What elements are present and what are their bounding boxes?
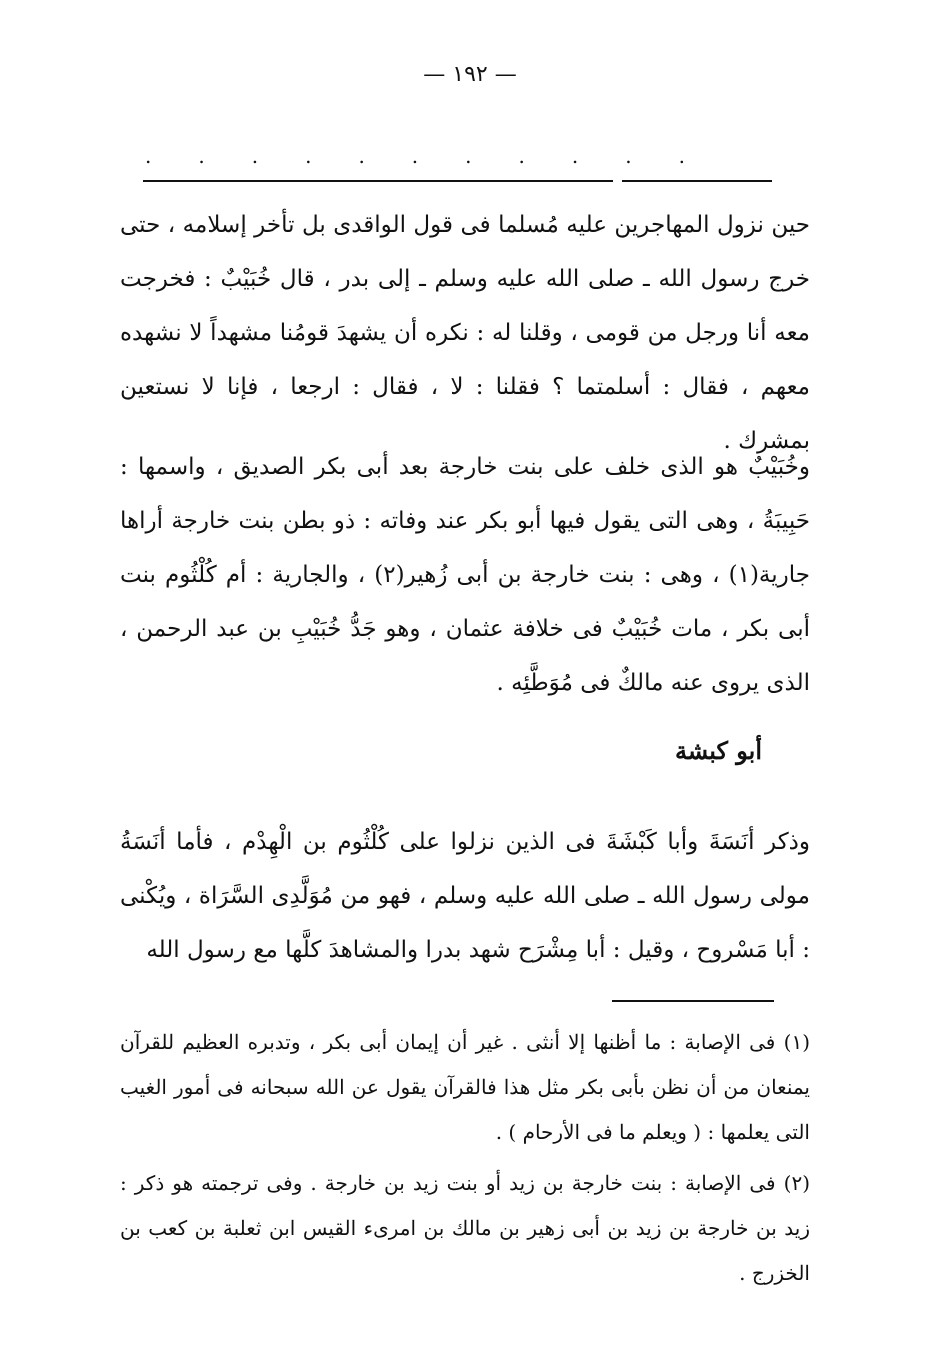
paragraph-1: حين نزول المهاجرين عليه مُسلما فى قول الواقدى بل تأخر إسلامه ، حتى خرج رسول الله ـ صلى الله عليه وسلم ـ إلى بدر ، قال خُبَيْبٌ : فخرجت معه أنا ورجل من قومى ، وقلنا له : نكره أن يشهدَ قومُنا مشهداً لا نشهده معهم ، فقال : أسلمتما ؟ فقلنا : لا ، فقال : ارجعا ، فإنا لا نستعين بمشرك .	[120, 212, 810, 454]
footnote-2: (٢) فى الإصابة : بنت خارجة بن زيد أو بنت زيد بن خارجة . وفى ترجمته هو ذكر : زيد بن خارجة بن زيد بن أبى زهير بن مالك بن امرىء القيس ابن ثعلبة بن كعب بن الخزرج .	[120, 1171, 810, 1285]
dot: .	[571, 144, 579, 168]
dot: .	[625, 144, 632, 168]
paragraph-3: وذكر أنَسَةَ وأبا كَبْشَةَ فى الذين نزلوا على كُلْثُوم بن الْهِدْم ، فأما أنَسَةُ مولى رسول الله ـ صلى الله عليه وسلم ، فهو من مُوَلَّدِى السَّرَاة ، ويُكْنى : أبا مَسْروح ، وقيل : أبا مِشْرَح شهد بدرا والمشاهدَ كلَّها مع رسول الله	[120, 829, 810, 963]
dot: .	[518, 144, 525, 168]
page-number: — ١٩٢ —	[423, 62, 517, 87]
paragraph-2: وخُبَيْبٌ هو الذى خلف على بنت خارجة بعد أبى بكر الصديق ، واسمها : حَبِيبَةُ ، وهى التى يقول فيها أبو بكر عند وفاته : ذو بطن بنت خارجة أراها جارية(١) ، وهى : بنت خارجة بن أبى زُهير(٢) ، والجارية : أم كُلْثُوم بنت أبى بكر ، مات خُبَيْبٌ فى خلافة عثمان ، وهو جَدُّ خُبَيْبِ بن عبد الرحمن ، الذى يروى عنه مالكٌ فى مُوَطَّئِه .	[120, 454, 810, 696]
header-rule-left	[143, 180, 613, 182]
dot: .	[678, 144, 685, 168]
ellipsis-dots	[145, 146, 685, 166]
dot: .	[305, 144, 312, 168]
dot: .	[198, 144, 205, 168]
footnote-rule	[612, 1000, 774, 1002]
dot: .	[465, 144, 472, 168]
footnotes	[120, 1020, 810, 1296]
dot: .	[358, 144, 365, 168]
header-rule-right	[622, 180, 772, 182]
dot: .	[251, 144, 259, 168]
footnote-1: (١) فى الإصابة : ما أظنها إلا أنثى . غير أن إيمان أبى بكر ، وتدبره العظيم للقرآن يمنعان من أن نظن بأبى بكر مثل هذا فالقرآن يقول عن الله سبحانه فى أمور الغيب التى يعلمها : ( ويعلم ما فى الأرحام ) .	[120, 1030, 810, 1144]
dot: .	[411, 144, 419, 168]
dot: .	[145, 144, 152, 168]
section-heading: أبو كبشة	[674, 736, 762, 765]
